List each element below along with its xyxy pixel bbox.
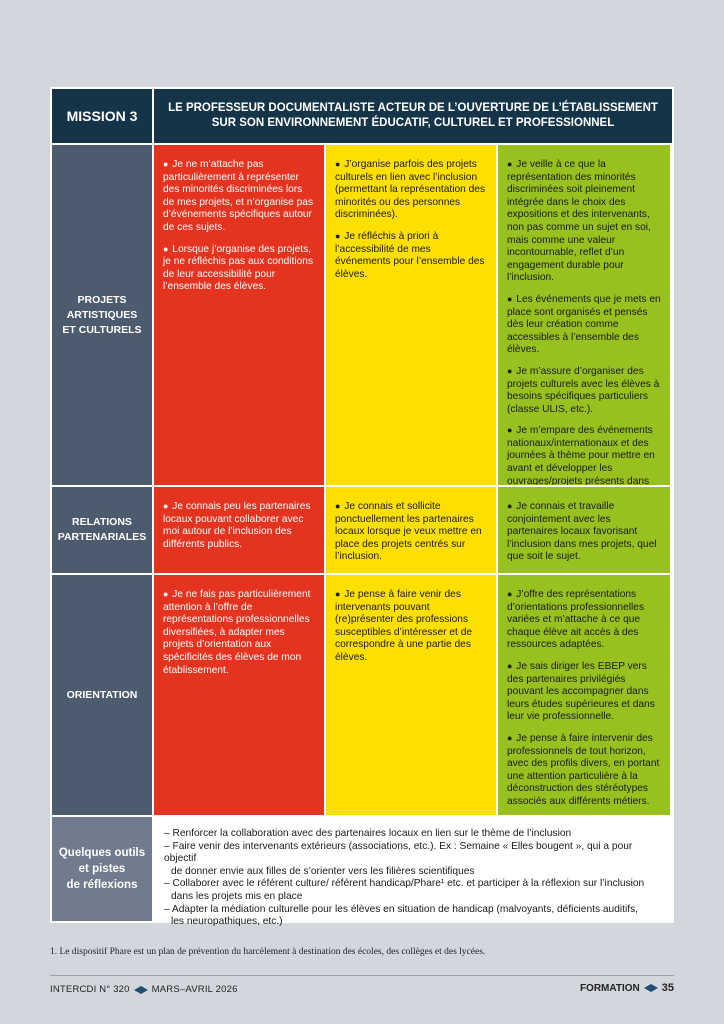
row-label xyxy=(52,487,154,573)
row-label-line: et pistes xyxy=(78,863,126,875)
cell-green xyxy=(498,575,670,815)
list-item: – Renforcer la collaboration avec des partenaires locaux en lien sur le thème de l’inclusion xyxy=(164,828,572,839)
list-item: ● Je ne fais pas particulièrement attention à l’offre de représentations professionnelles diversifiées, à adapter mes projets d’orientation aux spécificités des élèves de mon établissement. xyxy=(163,589,311,676)
list-item: ● Je pense à faire intervenir des professionnels de tout horizon, avec des profils divers, en portant une attention particulière à la déconstruction des stéréotypes associés aux différents métiers. xyxy=(507,732,660,807)
table-header xyxy=(52,89,672,143)
issue-date: MARS–AVRIL 2026 xyxy=(151,984,238,995)
footer-divider xyxy=(50,975,674,976)
bullet-icon: ● xyxy=(335,501,341,511)
list-item: ● Les événements que je mets en place sont organisés et pensés dès leur création comme accessibles à l’ensemble des élèves. xyxy=(507,293,661,356)
list-item: les neuropathiques, etc.) xyxy=(171,916,283,928)
bullet-icon: ● xyxy=(507,660,513,671)
bullet-icon: ● xyxy=(507,293,513,304)
row-projets-artistiques xyxy=(52,143,672,485)
list-item: – Faire venir des intervenants extérieurs (associations, etc.). Ex : Semaine « Elles bougent », qui a pour objectif xyxy=(164,840,633,865)
bullet-icon: ● xyxy=(163,589,169,599)
list-item: ● Je réfléchis à priori à l’accessibilité de mes événements pour l’ensemble des élèves. xyxy=(335,230,485,280)
row-label xyxy=(52,817,154,921)
row-label-line: de réflexions xyxy=(66,879,138,891)
cell-yellow xyxy=(326,575,498,815)
list-item: ● Je m’empare des événements nationaux/internationaux et des journées à thème pour mettre en avant et développer les ouvrages/projets présents dans xyxy=(507,425,655,487)
list-item: – Adapter la médiation culturelle pour les élèves en situation de handicap (malvoyants, déficients auditifs, xyxy=(164,903,638,915)
bullet-icon: ● xyxy=(507,159,513,169)
list-item: ● Je sais diriger les EBEP vers des partenaires privilégiés pouvant les accompagner dans leurs études supérieures et dans leur vie professionnelle. xyxy=(507,660,655,723)
row-label-line: PROJETS xyxy=(77,293,127,306)
bullet-icon: ● xyxy=(163,159,169,169)
list-item: de donner envie aux filles de s’orienter vers les filières scientifiques xyxy=(171,865,475,877)
cell-red xyxy=(154,487,326,573)
list-item: ● Je connais peu les partenaires locaux pouvant collaborer avec moi autour de l’inclusion des différents publics. xyxy=(163,501,311,550)
bullet-icon: ● xyxy=(163,243,169,254)
list-item: – Collaborer avec le référent culture/ référent handicap/Phare¹ etc. et participer à la réflexion sur l’inclusion xyxy=(164,878,645,890)
mission-table xyxy=(50,87,674,928)
footnote: 1. Le dispositif Phare est un plan de prévention du harcèlement à destination des écoles, des collèges et des lycées. xyxy=(50,947,486,957)
cell-green xyxy=(498,487,670,573)
bullet-icon: ● xyxy=(335,230,341,241)
cell-red xyxy=(154,145,326,485)
row-label-line: ARTISTIQUES xyxy=(66,308,138,321)
footer-left xyxy=(50,984,238,995)
list-item: dans les projets mis en place xyxy=(171,890,303,902)
row-label-line: ET CULTURELS xyxy=(62,323,142,336)
diamond-icon xyxy=(134,986,148,994)
bullet-icon: ● xyxy=(507,365,513,376)
list-item: ● Je connais et sollicite ponctuellement les partenaires locaux lorsque je veux mettre en place des projets centrés sur l’inclusion. xyxy=(335,501,482,563)
row-orientation xyxy=(52,573,672,815)
list-item: ● Je pense à faire venir des intervenants pouvant (re)présenter des professions susceptibles d’intéresser et de correspondre à une partie des élèves. xyxy=(335,589,473,663)
reflexions-list xyxy=(154,817,672,928)
list-item: ● Je ne m’attache pas particulièrement à représenter des minorités discriminées lors de mes projets, et n’organise pas d’événements spécifiques autour de ces sujets. xyxy=(163,159,314,233)
bullet-icon: ● xyxy=(507,732,513,743)
row-label xyxy=(52,575,154,815)
mission-title-line2: SUR SON ENVIRONNEMENT ÉDUCATIF, CULTUREL ET PROFESSIONNEL xyxy=(211,117,615,129)
mission-title xyxy=(154,89,672,143)
bullet-icon: ● xyxy=(163,501,169,511)
bullet-icon: ● xyxy=(335,159,341,169)
list-item: ● J’offre des représentations d’orientations professionnelles variées et m’attache à ce que chaque élève ait accès à des ressources adaptées. xyxy=(507,589,645,651)
magazine-issue: INTERCDI N° 320 xyxy=(50,984,130,995)
row-label-line: PARTENARIALES xyxy=(57,531,147,543)
cell-yellow xyxy=(326,145,498,485)
row-label-line: ORIENTATION xyxy=(66,688,138,701)
row-label xyxy=(52,145,154,485)
section-label: FORMATION xyxy=(579,982,640,994)
bullet-icon: ● xyxy=(507,589,513,599)
row-reflexions xyxy=(52,815,672,928)
mission-title-line1: LE PROFESSEUR DOCUMENTALISTE ACTEUR DE L’OUVERTURE DE L’ÉTABLISSEMENT xyxy=(168,102,658,114)
list-item: ● Je connais et travaille conjointement avec les partenaires locaux favorisant l’inclusion dans mes projets, quel que soit le sujet. xyxy=(507,501,657,563)
page-number: 35 xyxy=(661,982,674,994)
bullet-icon: ● xyxy=(335,589,341,599)
footer-right xyxy=(580,982,674,994)
cell-yellow xyxy=(326,487,498,573)
list-item: ● Je m’assure d’organiser des projets culturels avec les élèves à besoins spécifiques particuliers (classe ULIS, etc.). xyxy=(507,365,660,415)
list-item: ● Je veille à ce que la représentation des minorités discriminées soit pleinement intégrée dans le choix des expositions et des intervenants, non pas comme un sujet en soi, mais comme une valeur incontournable, reflet d’un engagement durable pour l’inclusion. xyxy=(507,159,651,284)
list-item: ● Lorsque j’organise des projets, je ne réfléchis pas aux conditions de leur accessibilité pour l’ensemble des élèves. xyxy=(163,243,314,293)
row-relations-partenariales xyxy=(52,485,672,573)
diamond-icon xyxy=(644,984,658,992)
cell-green xyxy=(498,145,670,485)
row-label-line: Quelques outils xyxy=(58,847,146,859)
bullet-icon: ● xyxy=(507,425,513,436)
list-item: ● J’organise parfois des projets culturels en lien avec l’inclusion (permettant la représentation des minorités ou des personnes discriminées). xyxy=(335,159,486,221)
bullet-icon: ● xyxy=(507,501,513,511)
mission-label: MISSION 3 xyxy=(52,89,154,143)
row-label-line: RELATIONS xyxy=(72,516,132,528)
cell-red xyxy=(154,575,326,815)
